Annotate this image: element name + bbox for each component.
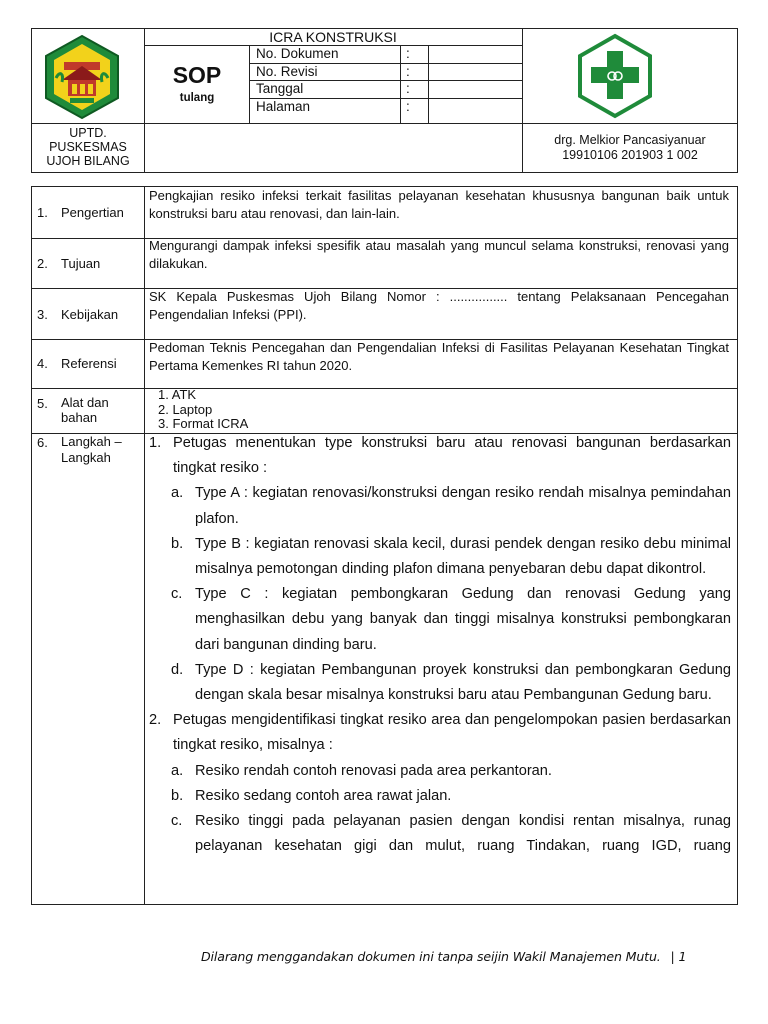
signer-name: drg. Melkior Pancasiyanuar — [554, 133, 706, 147]
regency-crest-icon — [40, 34, 124, 120]
substep-item: a. Resiko rendah contoh renovasi pada area perkantoran. — [171, 762, 552, 779]
meta-label-halaman: Halaman — [256, 99, 311, 114]
substep-item: b. Type B : kegiatan renovasi skala kecil, durasi pendek dengan resiko debu minimal misalnya pemotongan dinding plafon dimana penyebaran debu dapat dikontrol. — [171, 535, 731, 578]
row-number: 5. — [37, 396, 48, 411]
row-text-tujuan: Mengurangi dampak infeksi spesifik atau masalah yang muncul selama konstruksi, renovasi yang dilakukan. — [149, 238, 729, 271]
sop-subtitle: tulang — [179, 92, 215, 104]
meta-label-revisi: No. Revisi — [256, 64, 318, 79]
substep-item: a. Type A : kegiatan renovasi/konstruksi dengan resiko rendah misalnya pemindahan plafon. — [171, 485, 731, 527]
row-label-kebijakan: Kebijakan — [61, 307, 119, 322]
row-number: 6. — [37, 435, 48, 450]
signer-block — [523, 133, 737, 163]
substep-item: c. Type C : kegiatan pembongkaran Gedung dan renovasi Gedung yang menghasilkan debu yang banyak dan tinggi misalnya konstruksi pembongkaran dari bangunan dinding baru. — [171, 586, 731, 653]
tools-list — [158, 388, 248, 432]
row-label-langkah: Langkah – Langkah — [61, 434, 122, 465]
list-item: 1. ATK — [158, 387, 197, 402]
steps-list — [149, 431, 731, 859]
row-label-pengertian: Pengertian — [61, 205, 124, 220]
meta-label-tanggal: Tanggal — [256, 81, 304, 96]
meta-label-dokumen: No. Dokumen — [256, 46, 339, 61]
page-number: | 1 — [670, 949, 687, 964]
substep-item: d. Type D : kegiatan Pembangunan proyek konstruksi dan pembongkaran Gedung dengan skala besar misalnya konstruksi baru atau Pembangunan Gedung baru. — [171, 661, 731, 704]
sop-label: SOP — [172, 62, 222, 88]
step-item: 1. Petugas menentukan type konstruksi baru atau renovasi bangunan berdasarkan tingkat resiko : — [149, 435, 731, 477]
puskesmas-green-cross-icon — [576, 33, 654, 119]
org-name: UPTD. PUSKESMAS UJOH BILANG — [46, 126, 130, 168]
list-item: 3. Format ICRA — [158, 416, 249, 431]
row-number: 2. — [37, 256, 48, 271]
footer-notice: Dilarang menggandakan dokumen ini tanpa seijin Wakil Manajemen Mutu. — [201, 949, 661, 964]
row-number: 3. — [37, 307, 48, 322]
list-item: 2. Laptop — [158, 401, 213, 417]
meta-sep: : — [406, 81, 410, 96]
substep-item: b. Resiko sedang contoh area rawat jalan. — [171, 787, 452, 804]
row-label-referensi: Referensi — [61, 356, 117, 371]
row-label-alat: Alat dan bahan — [61, 395, 109, 425]
meta-sep: : — [406, 99, 410, 114]
row-text-pengertian: Pengkajian resiko infeksi terkait fasilitas pelayanan kesehatan khususnya bangunan baik untuk konstruksi baru atau renovasi, dan lain-lain. — [149, 188, 729, 221]
substep-item: c. Resiko tinggi pada pelayanan pasien dengan kondisi rentan misalnya, runag pelayanan kesehatan gigi dan mulut, ruang Tindakan, ruang IGD, ruang — [171, 813, 731, 855]
row-text-referensi: Pedoman Teknis Pencegahan dan Pengendalian Infeksi di Fasilitas Pelayanan Kesehatan Tingkat Pertama Kemenkes RI tahun 2020. — [149, 340, 729, 373]
row-number: 4. — [37, 356, 48, 371]
document-title: ICRA KONSTRUKSI — [269, 29, 397, 45]
meta-sep: : — [406, 64, 410, 79]
page-footer — [201, 949, 686, 964]
meta-sep: : — [406, 46, 410, 61]
sop-header — [31, 28, 738, 173]
signer-nip: 19910106 201903 1 002 — [562, 148, 698, 162]
row-label-tujuan: Tujuan — [61, 256, 101, 271]
step-item: 2. Petugas mengidentifikasi tingkat resiko area dan pengelompokan pasien berdasarkan tingkat resiko, misalnya : — [149, 712, 731, 754]
row-number: 1. — [37, 205, 48, 220]
row-text-kebijakan: SK Kepala Puskesmas Ujoh Bilang Nomor : ................ tentang Pelaksanaan Pencegahan Pengendalian Infeksi (PPI). — [149, 289, 729, 322]
